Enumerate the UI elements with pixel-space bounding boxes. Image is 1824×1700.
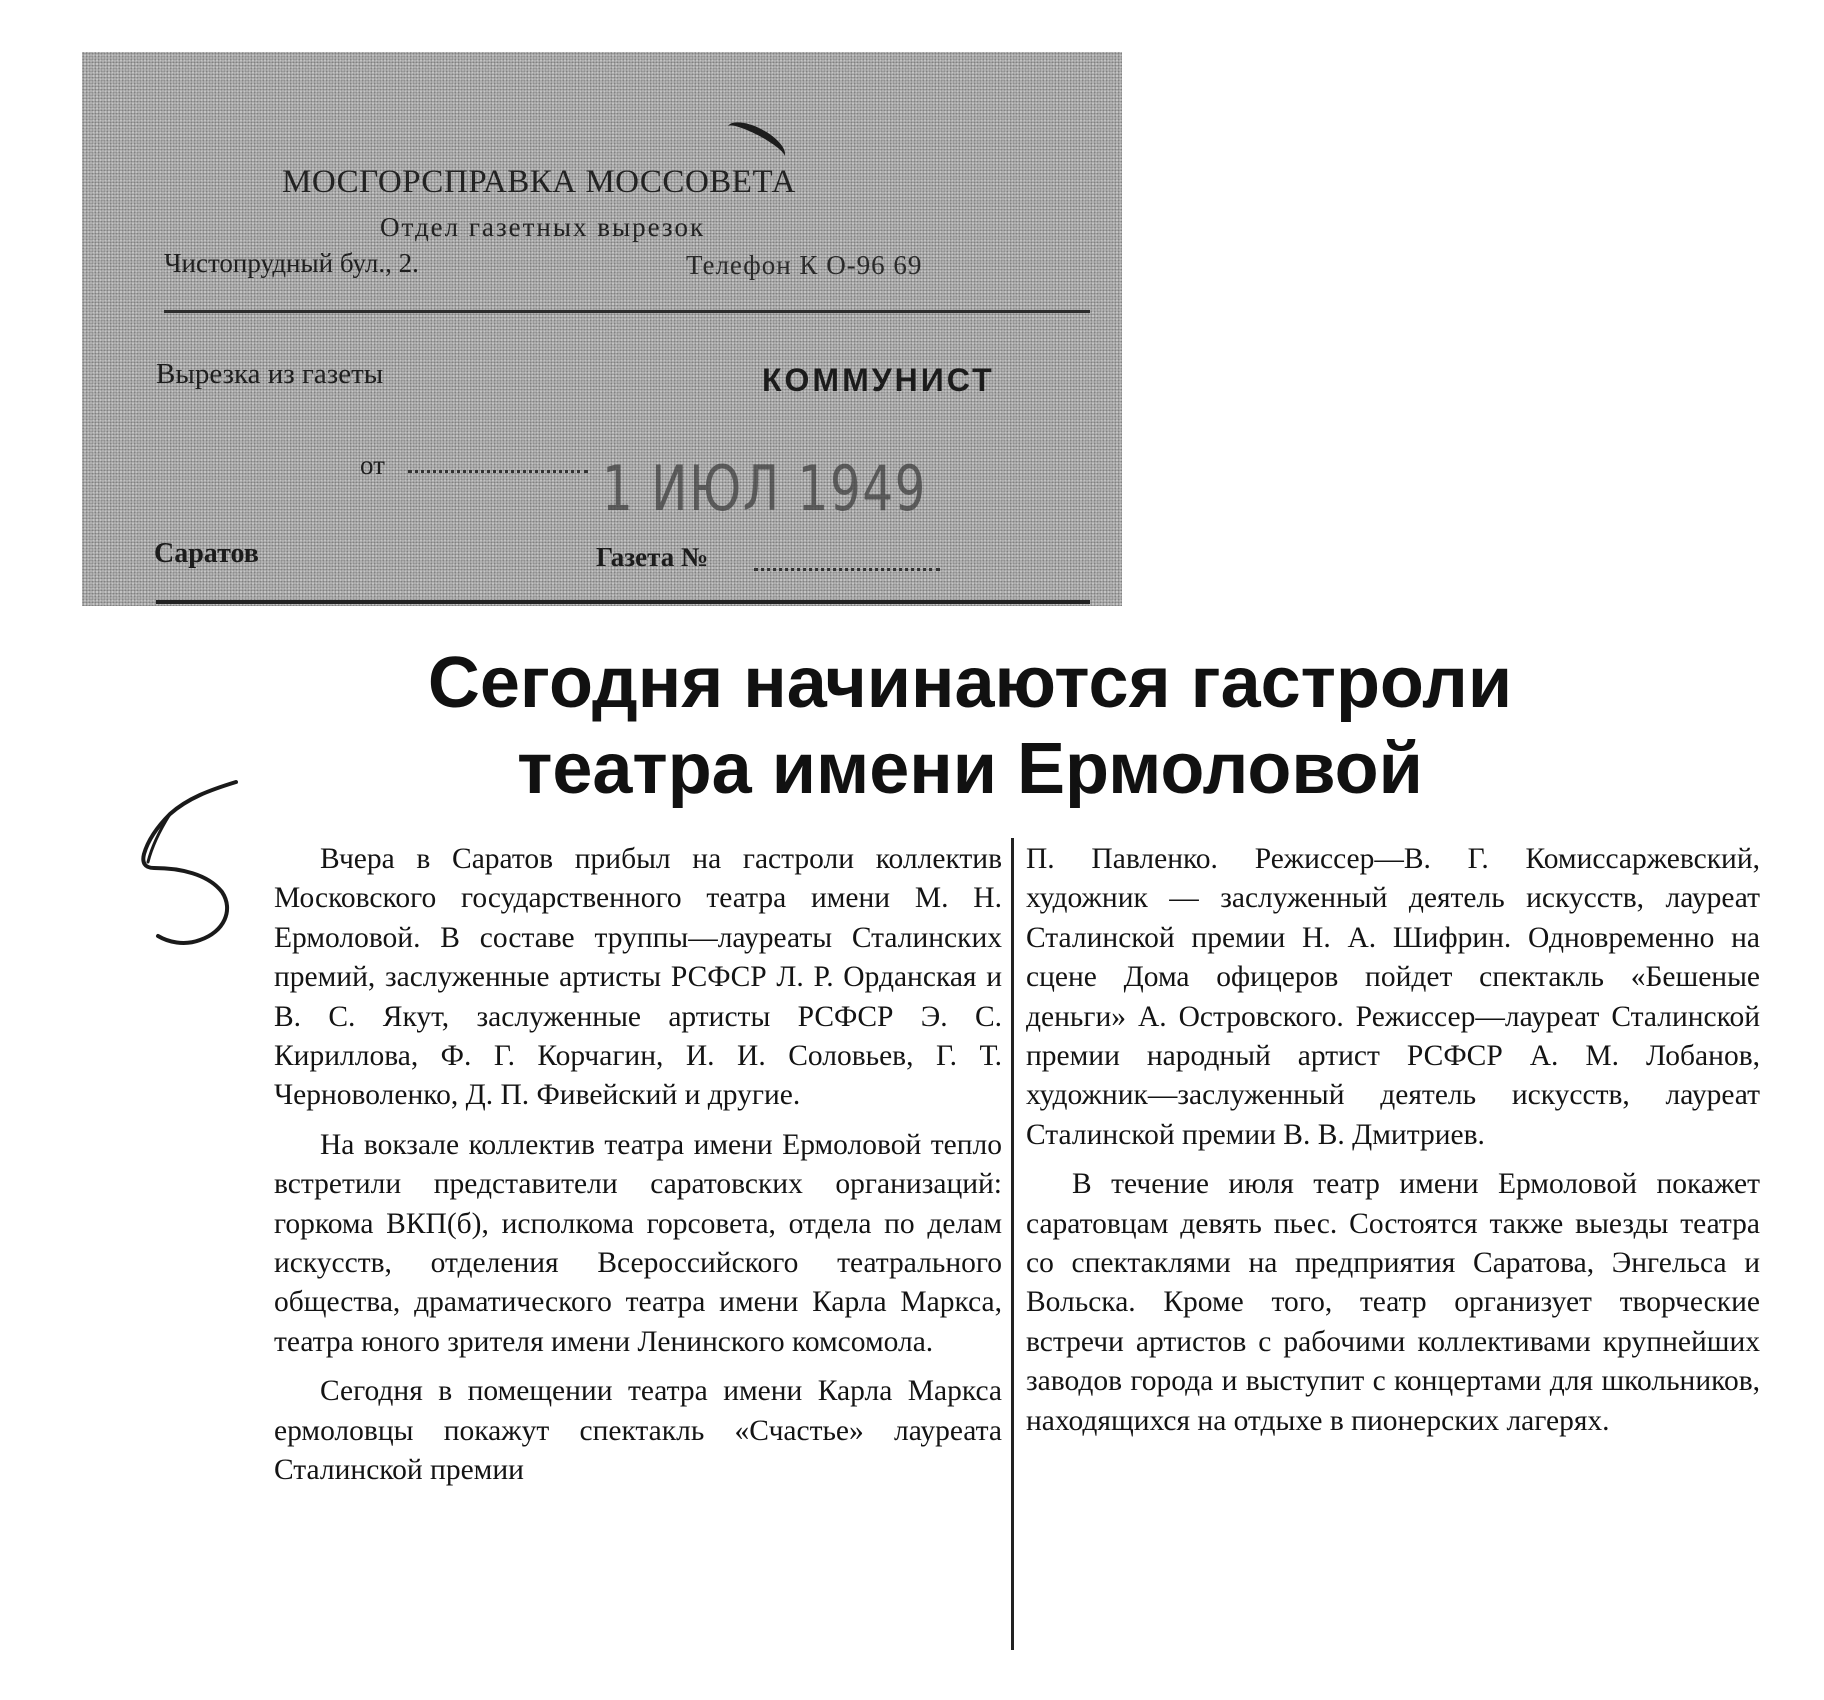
city-name: Саратов — [154, 538, 259, 569]
phone-number: Телефон К О-96 69 — [686, 250, 923, 280]
label-bottom-rule — [156, 600, 1090, 604]
issue-dotted-line — [754, 562, 940, 571]
paragraph: П. Павленко. Режиссер—В. Г. Комиссаржевский, художник — заслуженный деятель искусств, лауреат Сталинской премии Н. А. Шифрин. Одновременно на сцене Дома офицеров пойдет спектакль «Бешеные деньги» А. Островского. Режиссер—лауреат Сталинской премии народный артист РСФСР А. М. Лобанов, художник—заслуженный деятель искусств, лауреат Сталинской премии В. В. Дмитриев. — [1026, 843, 1760, 1151]
department-name: Отдел газетных вырезок — [380, 212, 706, 242]
column-divider — [1011, 838, 1014, 1650]
paragraph: В течение июля театр имени Ермоловой покажет саратовцам девять пьес. Состоятся также выезды театра со спектаклями на предприятия Саратова, Энгельса и Вольска. Кроме того, театр организует творческие встречи артистов с рабочими коллективами крупнейших заводов города и выступит с концертами для школьников, находящихся на отдыхе в пионерских лагерях. — [1026, 1168, 1760, 1437]
article-headline — [300, 640, 1640, 812]
handwritten-page-number — [140, 770, 250, 950]
date-prefix: от — [360, 450, 385, 480]
cutting-from-label: Вырезка из газеты — [156, 358, 384, 390]
paragraph: На вокзале коллектив театра имени Ермоловой тепло встретили представители саратовских организаций: горкома ВКП(б), исполкома горсовета, отдела по делам искусств, отделения Всероссийского театрального общества, драматического театра имени Карла Маркса, театра юного зрителя имени Ленинского комсомола. — [274, 1128, 1002, 1358]
article-column-left — [274, 840, 1002, 1501]
address: Чистопрудный бул., 2. — [164, 248, 419, 278]
label-divider — [164, 310, 1090, 313]
ink-mark — [721, 115, 790, 169]
paragraph: Сегодня в помещении театра имени Карла Маркса ермоловцы покажут спектакль «Счастье» лауреата Сталинской премии — [274, 1375, 1002, 1487]
clipping-service-label — [82, 52, 1122, 606]
date-stamp: 1 ИЮЛ 1949 — [602, 452, 927, 525]
paragraph: Вчера в Саратов прибыл на гастроли коллектив Московского государственного театра имени М. Н. Ермоловой. В составе труппы—лауреаты Сталинских премий, заслуженные артисты РСФСР Л. Р. Орданская и В. С. Якут, заслуженные артисты РСФСР Э. С. Кириллова, Ф. Г. Корчагин, И. И. Соловьев, Г. Т. Черноволенко, Д. П. Фивейский и другие. — [274, 843, 1002, 1112]
date-dotted-line — [408, 464, 588, 473]
headline-line-1: Сегодня начинаются гастроли — [427, 643, 1513, 723]
headline-line-2: театра имени Ермоловой — [517, 729, 1423, 809]
newspaper-name: КОММУНИСТ — [762, 362, 995, 398]
article-column-right — [1026, 840, 1760, 1451]
issue-number-label: Газета № — [596, 542, 709, 572]
organization-name: МОСГОРСПРАВКА МОССОВЕТА — [282, 164, 796, 200]
